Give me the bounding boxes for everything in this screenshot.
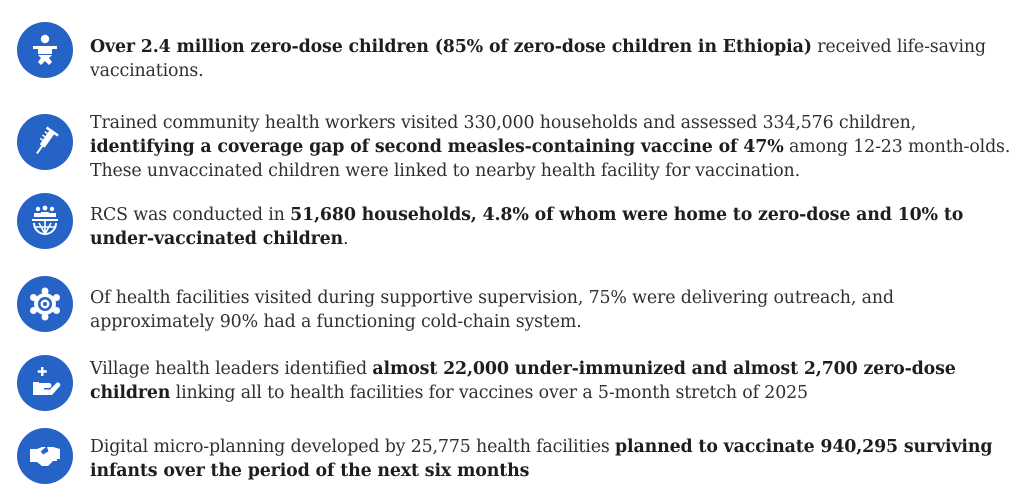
stat-text — [90, 111, 1020, 183]
baby-icon — [17, 22, 73, 78]
stat-body: . — [343, 229, 349, 249]
hand-care-icon — [17, 355, 73, 411]
handshake-icon — [17, 428, 73, 484]
stat-text — [90, 203, 1020, 251]
stat-text — [90, 286, 1020, 334]
stat-text — [90, 435, 1020, 483]
stat-body: linking all to health facilities for vaccines over a 5-month stretch of 2025 — [170, 383, 808, 403]
stat-highlight: almost 22,000 under-immunized and almost 2,700 zero-dose children — [90, 359, 956, 403]
stat-body: among 12-23 month-olds. These unvaccinated children were linked to nearby health facility for vaccination. — [90, 137, 1011, 181]
syringe-icon — [17, 114, 73, 170]
stat-highlight: Over 2.4 million zero-dose children (85% of zero-dose children in Ethiopia) — [90, 37, 812, 57]
stat-body: RCS was conducted in — [90, 205, 291, 225]
stat-text — [90, 35, 1020, 83]
stat-highlight: planned to vaccinate 940,295 surviving infants over the period of the next six months — [90, 437, 993, 481]
stat-body: Digital micro-planning developed by 25,775 health facilities — [90, 437, 616, 457]
stat-body: Of health facilities visited during supportive supervision, 75% were delivering outreach, and approximately 90% had a functioning cold-chain system. — [90, 288, 894, 332]
stat-body: received life-saving vaccinations. — [90, 37, 986, 81]
stat-text — [90, 357, 1020, 405]
gear-network-icon — [17, 276, 73, 332]
stat-body: Village health leaders identified — [90, 359, 373, 379]
stat-body: Trained community health workers visited 330,000 households and assessed 334,576 children, — [90, 113, 917, 133]
global-community-icon — [17, 193, 73, 249]
stat-highlight: 51,680 households, 4.8% of whom were home to zero-dose and 10% to under-vaccinated children — [90, 205, 964, 249]
stat-highlight: identifying a coverage gap of second measles-containing vaccine of 47% — [90, 137, 784, 157]
